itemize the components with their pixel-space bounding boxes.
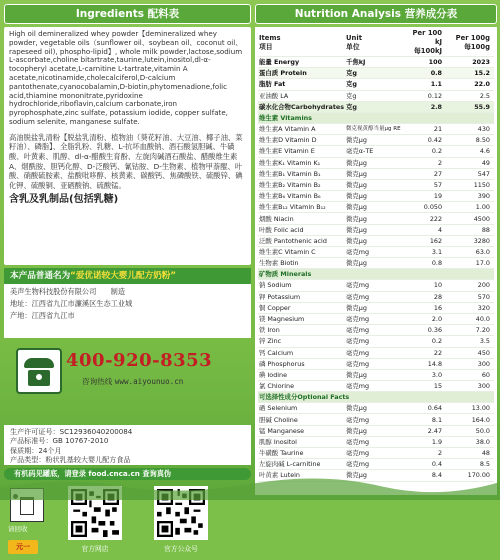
nutrient-unit: 微克μg [345, 425, 404, 436]
nutrient-unit: 微克μg [345, 403, 404, 414]
product-name-banner [4, 268, 251, 284]
value-per100g: 170.00 [450, 470, 494, 481]
value-per100kj: 3.0 [404, 369, 450, 380]
value-per100g: 200 [450, 280, 494, 291]
nutrient-unit: 微克μg [345, 302, 404, 313]
nutrient-unit: 克g [345, 90, 404, 101]
value-per100g: 164.0 [450, 414, 494, 425]
nutrient-name: 脂肪 Fat [258, 79, 345, 90]
nutrition-row [258, 459, 494, 470]
nutrient-name: 蛋白质 Protein [258, 68, 345, 79]
value-per100kj: 28 [404, 291, 450, 302]
value-per100kj: 57 [404, 179, 450, 190]
section-title: 矿物质 Minerals [258, 269, 494, 280]
value-per100g: 2023 [450, 57, 494, 68]
value-per100kj: 1.1 [404, 79, 450, 90]
col-per100g: Per 100g 每100g [450, 29, 494, 57]
nutrient-name: 胆碱 Choline [258, 414, 345, 425]
nutrient-name: 碘 Iodine [258, 369, 345, 380]
nutrition-row [258, 369, 494, 380]
value-per100kj: 21 [404, 123, 450, 134]
value-per100kj: 0.2 [404, 336, 450, 347]
hotline-area [4, 340, 251, 424]
section-title: 可选择性成分Optional Facts [258, 392, 494, 403]
nutrient-name: 叶酸 Folic acid [258, 224, 345, 235]
value-per100g: 390 [450, 191, 494, 202]
value-per100g: 17.0 [450, 258, 494, 269]
value-per100kj: 8.4 [404, 470, 450, 481]
nutrient-name: 维生素K₁ Vitamin K₁ [258, 157, 345, 168]
nutrition-row [258, 179, 494, 190]
nutrient-name: 钙 Calcium [258, 347, 345, 358]
value-per100g: 50.0 [450, 425, 494, 436]
nutrition-row [258, 57, 494, 68]
nutrient-name: 铜 Copper [258, 302, 345, 313]
organic-notice: 有机码见罐底，请登录 food.cnca.cn 查询真伪 [4, 468, 251, 480]
nutrient-unit: 微克μg [345, 224, 404, 235]
phone-icon [16, 348, 62, 394]
nutrient-name: 铁 Iron [258, 325, 345, 336]
nutrient-name: 维生素E Vitamin E [258, 146, 345, 157]
nutrient-name: 泛酸 Pantothenic acid [258, 235, 345, 246]
nutrient-unit: 毫克mg [345, 358, 404, 369]
value-per100kj: 19 [404, 191, 450, 202]
ingredients-header: Ingredients 配料表 [4, 4, 251, 24]
nutrition-row [258, 157, 494, 168]
nutrition-row [258, 291, 494, 302]
nutrient-name: 硒 Selenium [258, 403, 345, 414]
value-per100kj: 0.42 [404, 135, 450, 146]
value-per100g: 1.00 [450, 202, 494, 213]
nutrition-row [258, 68, 494, 79]
nutrient-unit: 克g [345, 101, 404, 112]
nutrition-box [255, 27, 497, 495]
value-per100g: 430 [450, 123, 494, 134]
nutrition-header: Nutrition Analysis 营养成分表 [255, 4, 497, 24]
col-unit: Unit 单位 [345, 29, 404, 57]
grass-decoration [0, 474, 500, 500]
value-per100kj: 2 [404, 448, 450, 459]
value-per100g: 2.5 [450, 90, 494, 101]
nutrient-name: 镁 Magnesium [258, 313, 345, 324]
hotline-text [82, 376, 183, 387]
value-per100g: 300 [450, 358, 494, 369]
value-per100g: 49 [450, 157, 494, 168]
hotline-phone: 400-920-8353 [66, 350, 213, 371]
value-per100kj: 27 [404, 168, 450, 179]
value-per100kj: 3.1 [404, 247, 450, 258]
qr-store-label: 官方网店 [81, 545, 109, 553]
col-per100kj: Per 100 kJ 每100kJ [404, 29, 450, 57]
nutrition-row [258, 135, 494, 146]
value-per100g: 570 [450, 291, 494, 302]
value-per100kj: 100 [404, 57, 450, 68]
nutrition-row [258, 258, 494, 269]
nutrient-unit: 毫克mg [345, 347, 404, 358]
nutrition-row [258, 336, 494, 347]
value-per100g: 8.5 [450, 459, 494, 470]
nutrient-unit: 微克μg [345, 235, 404, 246]
nutrition-row [258, 168, 494, 179]
nutrient-name: 烟酸 Niacin [258, 213, 345, 224]
nutrient-name: 氯 Chlorine [258, 381, 345, 392]
manufacturer-origin: 产地：江西省九江市 [10, 311, 75, 320]
shelf-life: 保质期：24个月 [10, 445, 62, 455]
value-per100kj: 10 [404, 280, 450, 291]
value-per100g: 3280 [450, 235, 494, 246]
nutrient-unit: 微克μg [345, 191, 404, 202]
brand-logo: 元一 [8, 540, 38, 554]
nutrition-row [258, 247, 494, 258]
hotline-label: 咨询热线 [82, 377, 113, 386]
nutrient-unit: 毫克mg [345, 448, 404, 459]
nutrient-unit: 毫克mg [345, 247, 404, 258]
nutrition-row [258, 425, 494, 436]
nutrient-unit: 毫克mg [345, 325, 404, 336]
manufacturer-info [4, 284, 251, 338]
production-info [4, 425, 251, 465]
nutrient-name: 亚油酸 LA [258, 90, 345, 101]
value-per100g: 300 [450, 381, 494, 392]
nutrient-unit: 微克μg [345, 202, 404, 213]
nutrition-section-band [258, 112, 494, 123]
nutrient-unit: 微克μg [345, 369, 404, 380]
value-per100g: 320 [450, 302, 494, 313]
value-per100kj: 2.0 [404, 313, 450, 324]
nutrition-table [258, 29, 494, 482]
nutrient-unit: 微克μg [345, 258, 404, 269]
nutrient-unit: 毫克mg [345, 291, 404, 302]
value-per100g: 40.0 [450, 313, 494, 324]
value-per100g: 55.9 [450, 101, 494, 112]
value-per100kj: 2 [404, 157, 450, 168]
product-standard: 产品标准号：GB 10767-2010 [10, 436, 109, 446]
value-per100kj: 222 [404, 213, 450, 224]
nutrient-unit: 微克μg [345, 213, 404, 224]
nutrition-row [258, 448, 494, 459]
value-per100g: 38.0 [450, 436, 494, 447]
value-per100kj: 15 [404, 381, 450, 392]
nutrition-row [258, 358, 494, 369]
nutrition-row [258, 146, 494, 157]
value-per100g: 4.6 [450, 146, 494, 157]
nutrient-unit: 微克μg [345, 168, 404, 179]
nutrient-unit: 毫克mg [345, 280, 404, 291]
value-per100kj: 0.4 [404, 459, 450, 470]
product-category: 产品类型：粉状乳基较大婴儿配方食品 [10, 455, 131, 465]
nutrition-row [258, 414, 494, 425]
value-per100g: 450 [450, 347, 494, 358]
nutrition-panel [255, 4, 497, 496]
nutrition-row [258, 313, 494, 324]
nutrition-section-band [258, 269, 494, 280]
nutrition-row [258, 381, 494, 392]
nutrition-table-header [258, 29, 494, 57]
nutrient-unit: 毫克mg [345, 436, 404, 447]
nutrient-name: 钾 Potassium [258, 291, 345, 302]
nutrient-unit: 克g [345, 68, 404, 79]
ingredients-panel [4, 4, 251, 553]
nutrient-name: 维生素A Vitamin A [258, 123, 345, 134]
value-per100kj: 0.8 [404, 68, 450, 79]
nutrition-section-band [258, 392, 494, 403]
value-per100g: 4500 [450, 213, 494, 224]
ingredients-box [4, 27, 251, 265]
nutrient-name: 生物素 Biotin [258, 258, 345, 269]
value-per100g: 7.20 [450, 325, 494, 336]
nutrient-unit: 微克视黄醇当量μg RE [345, 123, 404, 134]
nutrient-unit: 毫克α-TE [345, 146, 404, 157]
value-per100kj: 1.9 [404, 436, 450, 447]
nutrient-name: 能量 Energy [258, 57, 345, 68]
col-items: Items 项目 [258, 29, 345, 57]
production-license: 生产许可证号：SC12936040200084 [10, 427, 133, 436]
value-per100g: 48 [450, 448, 494, 459]
value-per100kj: 22 [404, 347, 450, 358]
nutrition-row [258, 90, 494, 101]
nutrient-unit: 微克μg [345, 470, 404, 481]
value-per100kj: 162 [404, 235, 450, 246]
value-per100kj: 0.050 [404, 202, 450, 213]
nutrition-row [258, 403, 494, 414]
nutrient-name: 维生素B₁ Vitamin B₁ [258, 168, 345, 179]
nutrient-unit: 毫克mg [345, 414, 404, 425]
value-per100g: 88 [450, 224, 494, 235]
value-per100kj: 2.8 [404, 101, 450, 112]
nutrition-row [258, 213, 494, 224]
value-per100g: 15.2 [450, 68, 494, 79]
nutrient-name: 碳水化合物Carbohydrates [259, 102, 345, 111]
nutrition-row [258, 224, 494, 235]
value-per100kj: 0.2 [404, 146, 450, 157]
ingredients-chinese: 高油脱盐乳清粉【脱盐乳清粉、植物油（葵花籽油、大豆油、椰子油、菜籽油）、磷脂】、全脂乳粉、乳糖、L-抗坏血酸钠、酒石酸氢胆碱、牛磺酸、叶黄素、肌醇、dl-α-醋酸生育酚、左旋肉碱酒石酸盐、醋酸维生素A、烟酰胺、胆钙化醇、D-泛酸钙、氰钴胺、D-生物素、植物甲萘醌、叶酸、硝酸硫胺素、盐酸吡哆醇、核黄素、碳酸钙、焦磷酸铁、硫酸锌、碘化钾、硫酸铜、亚硒酸钠、硫酸锰。 [9, 132, 243, 190]
nutrition-row [258, 436, 494, 447]
nutrient-name: 维生素B₁₂ Vitamin B₁₂ [258, 202, 345, 213]
nutrition-row [258, 280, 494, 291]
value-per100g: 13.00 [450, 403, 494, 414]
nutrient-name: 左旋肉碱 L-carnitine [258, 459, 345, 470]
value-per100kj: 4 [404, 224, 450, 235]
recycle-label: 请回收 [8, 525, 28, 533]
nutrition-row [258, 123, 494, 134]
nutrient-unit: 克g [345, 79, 404, 90]
nutrient-unit: 微克μg [345, 157, 404, 168]
qr-official-label: 官方公众号 [164, 545, 198, 553]
nutrient-name: 磷 Phosphorus [258, 358, 345, 369]
website-url: www.aiyounuo.cn [114, 377, 184, 386]
value-per100kj: 16 [404, 302, 450, 313]
value-per100kj: 0.36 [404, 325, 450, 336]
nutrient-name: 肌醇 Inositol [258, 436, 345, 447]
value-per100g: 547 [450, 168, 494, 179]
nutrient-name: 叶黄素 Lutein [258, 470, 345, 481]
value-per100g: 3.5 [450, 336, 494, 347]
value-per100kj: 0.64 [404, 403, 450, 414]
nutrient-name: 牛磺酸 Taurine [258, 448, 345, 459]
nutrient-unit: 千焦kJ [345, 57, 404, 68]
nutrition-row [258, 79, 494, 90]
value-per100kj: 14.8 [404, 358, 450, 369]
nutrient-name: 钠 Sodium [258, 280, 345, 291]
nutrient-unit: 毫克mg [345, 381, 404, 392]
value-per100g: 1150 [450, 179, 494, 190]
nutrient-unit: 毫克mg [345, 459, 404, 470]
nutrient-name: 维生素D Vitamin D [258, 135, 345, 146]
nutrition-row [258, 347, 494, 358]
value-per100kj: 8.1 [404, 414, 450, 425]
section-title: 维生素 Vitamins [258, 112, 494, 123]
value-per100kj: 0.8 [404, 258, 450, 269]
nutrient-unit: 毫克mg [345, 313, 404, 324]
nutrient-name: 维生素B₆ Vitamin B₆ [258, 191, 345, 202]
nutrient-name: 维生素C Vitamin C [258, 247, 345, 258]
nutrient-name: 维生素B₂ Vitamin B₂ [258, 179, 345, 190]
value-per100kj: 2.47 [404, 425, 450, 436]
value-per100g: 63.0 [450, 247, 494, 258]
nutrient-name: 锰 Manganese [258, 425, 345, 436]
nutrition-row [258, 191, 494, 202]
nutrition-row [258, 202, 494, 213]
value-per100g: 8.50 [450, 135, 494, 146]
product-name: “爱优诺较大婴儿配方奶粉” [70, 271, 176, 281]
product-name-prefix: 本产品普通名为 [10, 271, 71, 281]
value-per100g: 22.0 [450, 79, 494, 90]
manufacturer-name: 美声生物科技股份有限公司 制造 [10, 287, 126, 296]
manufacturer-address: 地址：江西省九江市濂溪区生态工业城 [10, 299, 133, 308]
allergen-notice: 含乳及乳制品(包括乳糖) [9, 194, 119, 206]
nutrient-unit: 微克μg [345, 179, 404, 190]
nutrient-name: 锌 Zinc [258, 336, 345, 347]
nutrient-unit: 毫克mg [345, 336, 404, 347]
value-per100kj: 0.12 [404, 90, 450, 101]
nutrition-row [258, 101, 494, 112]
nutrition-row [258, 235, 494, 246]
nutrient-unit: 微克μg [345, 135, 404, 146]
ingredients-english: High oil demineralized whey powder【demineralized whey powder, vegetable oils（sunflower oil、soybean oil、coconut oil、rapeseed oil), phospho-lipid】, whole milk powder,lactose,sodium L-ascorbate,choline bitartrate,taurine,lutein,inositol,dl-α-tocopheryl acetate,L-carnitine L-tartrate,vitamin A acetate,nicotinamide,cholecalciferol,D-calcium pantothenate,cyanocobalamin,D-biotin,phytomenadione,folic acid,thiamine mononitrate,pyridoxine hydrochloride,riboflavin,calcium carbonate,iron pyrophosphate,zinc sulfate, potassium iodide, copper sulfate, sodium selenite, manganese sulfate. [9, 29, 243, 126]
nutrition-row [258, 325, 494, 336]
value-per100g: 60 [450, 369, 494, 380]
nutrition-row [258, 302, 494, 313]
